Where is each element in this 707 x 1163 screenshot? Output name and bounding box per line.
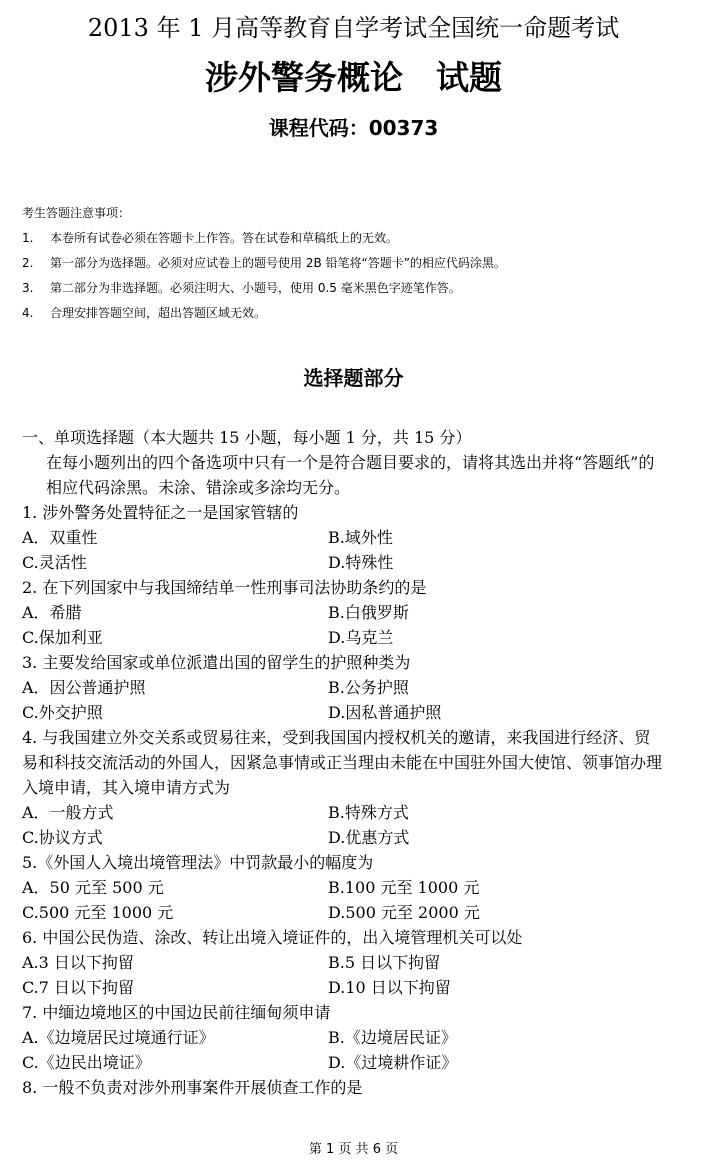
notice-item-text: 本卷所有试卷必须在答题卡上作答。答在试卷和草稿纸上的无效。	[50, 231, 399, 245]
question-stem: 8. 一般不负责对涉外刑事案件开展侦查工作的是	[22, 1078, 363, 1097]
part-heading: 一、单项选择题（本大题共 15 小题，每小题 1 分，共 15 分）	[22, 428, 472, 447]
subject-title: 涉外警务概论 试题	[205, 58, 502, 97]
part-instruction-cont: 相应代码涂黑。未涂、错涂或多涂均无分。	[46, 478, 351, 497]
answer-option: C.外交护照	[22, 703, 103, 722]
answer-option: C.灵活性	[22, 553, 87, 572]
part-instruction: 在每小题列出的四个备选项中只有一个是符合题目要求的，请将其选出并将“答题纸”的	[46, 453, 655, 472]
course-code: 课程代码：00373	[268, 116, 439, 140]
answer-option: D.优惠方式	[328, 828, 410, 847]
notice-item-text: 第一部分为选择题。必须对应试卷上的题号使用 2B 铅笔将“答题卡”的相应代码涂黑。	[50, 256, 506, 270]
answer-option: B.特殊方式	[328, 803, 409, 822]
notice-item	[22, 304, 266, 321]
answer-option: D.因私普通护照	[328, 703, 442, 722]
answer-option: B.《边境居民证》	[328, 1028, 457, 1047]
answer-option: A．50 元至 500 元	[22, 878, 164, 897]
answer-option: C.保加利亚	[22, 628, 103, 647]
notice-item	[22, 229, 398, 246]
section-title: 选择题部分	[303, 366, 404, 390]
answer-option: D.乌克兰	[328, 628, 394, 647]
question-stem: 易和科技交流活动的外国人，因紧急事情或正当理由未能在中国驻外国大使馆、领事馆办理	[22, 753, 663, 772]
answer-option: A．因公普通护照	[22, 678, 146, 697]
question-stem: 5.《外国人入境出境管理法》中罚款最小的幅度为	[22, 853, 374, 872]
notice-item-number: 4.	[22, 306, 34, 320]
answer-option: A．一般方式	[22, 803, 114, 822]
answer-option: B.5 日以下拘留	[328, 953, 441, 972]
answer-option: C.《边民出境证》	[22, 1053, 151, 1072]
notice-item-number: 1.	[22, 231, 34, 245]
notice-heading: 考生答题注意事项：	[22, 206, 131, 220]
notice-item	[22, 254, 506, 271]
answer-option: C.500 元至 1000 元	[22, 903, 174, 922]
answer-option: A.3 日以下拘留	[22, 953, 134, 972]
notice-item-text: 第二部分为非选择题。必须注明大、小题号，使用 0.5 毫米黑色字迹笔作答。	[50, 281, 461, 295]
answer-option: B.100 元至 1000 元	[328, 878, 480, 897]
answer-option: D.500 元至 2000 元	[328, 903, 480, 922]
answer-option: C.协议方式	[22, 828, 103, 847]
answer-option: A．双重性	[22, 528, 98, 547]
question-stem: 7. 中缅边境地区的中国边民前往缅甸须申请	[22, 1003, 331, 1022]
notice-item-number: 3.	[22, 281, 34, 295]
question-stem: 2. 在下列国家中与我国缔结单一性刑事司法协助条约的是	[22, 578, 427, 597]
notice-item-text: 合理安排答题空间，超出答题区域无效。	[50, 306, 267, 320]
answer-option: D.《过境耕作证》	[328, 1053, 458, 1072]
answer-option: B.白俄罗斯	[328, 603, 409, 622]
page-footer: 第 1 页 共 6 页	[308, 1142, 399, 1157]
answer-option: D.特殊性	[328, 553, 394, 572]
answer-option: B.域外性	[328, 528, 393, 547]
answer-option: A．希腊	[22, 603, 82, 622]
answer-option: C.7 日以下拘留	[22, 978, 135, 997]
exam-title: 2013 年 1 月高等教育自学考试全国统一命题考试	[87, 14, 620, 42]
question-stem: 4. 与我国建立外交关系或贸易往来，受到我国国内授权机关的邀请，来我国进行经济、贸	[22, 728, 651, 747]
answer-option: D.10 日以下拘留	[328, 978, 451, 997]
question-stem: 入境申请，其入境申请方式为	[22, 778, 231, 797]
notice-item-number: 2.	[22, 256, 34, 270]
answer-option: B.公务护照	[328, 678, 409, 697]
question-stem: 6. 中国公民伪造、涂改、转让出境入境证件的，出入境管理机关可以处	[22, 928, 523, 947]
question-stem: 1. 涉外警务处置特征之一是国家管辖的	[22, 503, 299, 522]
notice-item	[22, 279, 461, 296]
answer-option: A.《边境居民过境通行证》	[22, 1028, 215, 1047]
question-stem: 3. 主要发给国家或单位派遣出国的留学生的护照种类为	[22, 653, 411, 672]
